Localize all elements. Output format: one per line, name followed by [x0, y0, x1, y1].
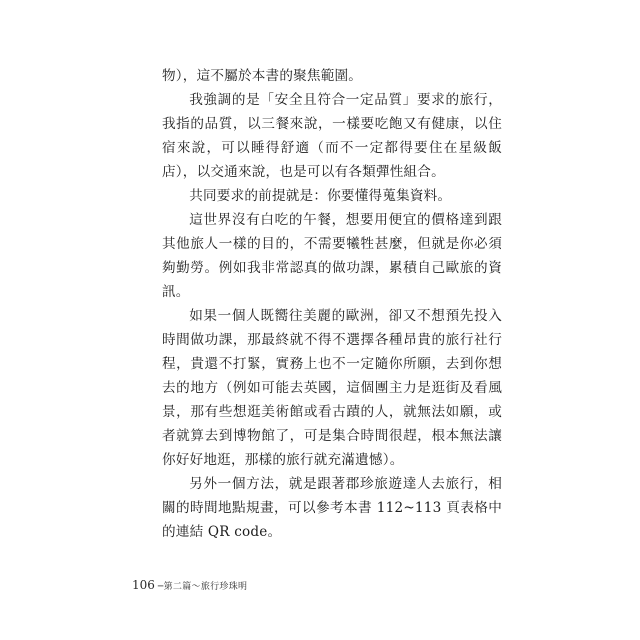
- paragraph: 這世界沒有白吃的午餐，想要用便宜的價格達到跟其他旅人一樣的目的，不需要犧牲甚麼，但就是你必須夠勤勞。例如我非常認真的做功課，累積自己歐旅的資訊。: [162, 212, 502, 300]
- page-footer: [132, 578, 247, 592]
- body-text: [162, 64, 502, 544]
- paragraph: 物），這不屬於本書的聚焦範圍。: [162, 68, 363, 84]
- paragraph: 如果一個人既嚮往美麗的歐洲，卻又不想預先投入時間做功課，那最終就不得不選擇各種昂貴的旅行社行程，貴還不打緊，實務上也不一定隨你所願，去到你想去的地方（例如可能去英國，這個團主力是逛街及看風景，那有些想逛美術館或看古蹟的人，就無法如願，或者就算去到博物館了，可是集合時間很趕，根本無法讓你好好地逛，那樣的旅行就充滿遺憾）。: [162, 308, 502, 468]
- running-head: ─第二篇～旅行珍珠明: [157, 582, 248, 592]
- page-number: 106: [132, 578, 155, 592]
- paragraph: 另外一個方法，就是跟著郡珍旅遊達人去旅行，相關的時間地點規畫，可以參考本書 112~113 頁表格中的連結 QR code。: [162, 476, 502, 540]
- paragraph: 我強調的是「安全且符合一定品質」要求的旅行，我指的品質，以三餐來說，一樣要吃飽又有健康，以住宿來說，可以睡得舒適（而不一定都得要住在星級飯店），以交通來說，也是可以有各類彈性組合。: [162, 92, 502, 180]
- paragraph: 共同要求的前提就是：你要懂得蒐集資料。: [189, 188, 452, 204]
